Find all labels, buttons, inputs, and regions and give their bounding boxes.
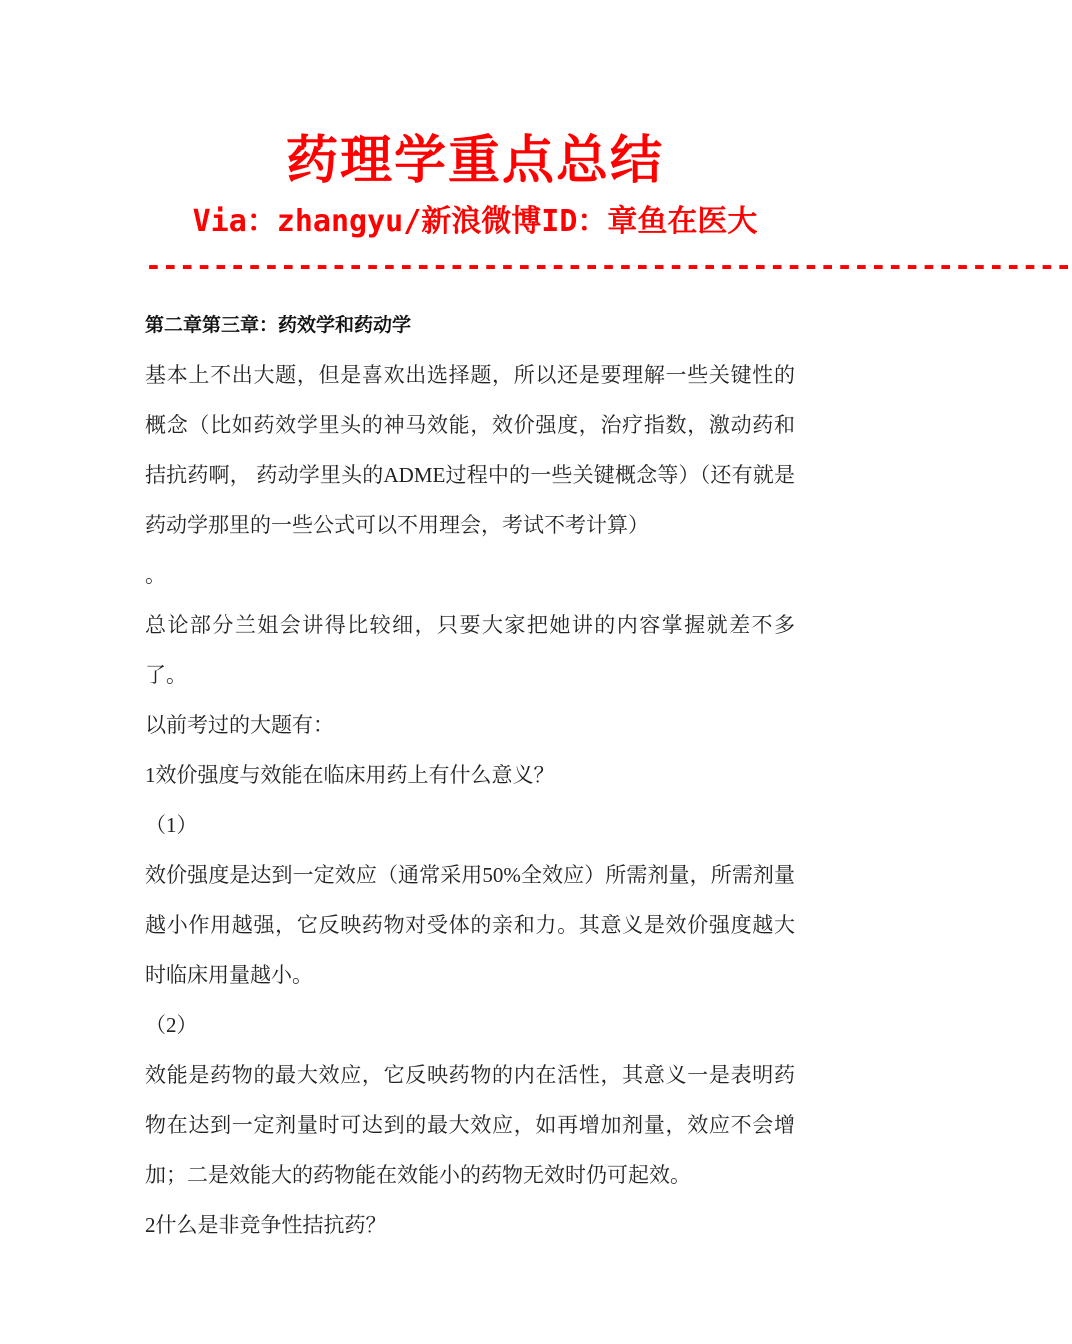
q1-point-2-label: （2） bbox=[145, 1013, 198, 1037]
question-2: 2什么是非竞争性拮抗药？ bbox=[145, 1213, 387, 1237]
question-1: 1效价强度与效能在临床用药上有什么意义？ bbox=[145, 763, 555, 787]
document-subtitle: Via：zhangyu/新浪微博ID：章鱼在医大 bbox=[192, 204, 758, 239]
document-title: 药理学重点总结 bbox=[285, 131, 664, 191]
q1-point-1-text: 效价强度是达到一定效应（通常采用50%全效应）所需剂量，所需剂量越小作用越强，它反映药物对受体的亲和力。其意义是效价强度越大时临床用量越小。 bbox=[145, 863, 795, 987]
overview-paragraph: 总论部分兰姐会讲得比较细，只要大家把她讲的内容掌握就差不多了。 bbox=[145, 613, 795, 687]
past-questions-label: 以前考过的大题有： bbox=[145, 713, 334, 737]
section-heading: 第二章第三章：药效学和药动学 bbox=[145, 314, 412, 336]
intro-period: 。 bbox=[145, 563, 166, 587]
q1-point-2-text: 效能是药物的最大效应，它反映药物的内在活性，其意义一是表明药物在达到一定剂量时可达到的最大效应，如再增加剂量，效应不会增加；二是效能大的药物能在效能小的药物无效时仍可起效。 bbox=[145, 1063, 795, 1187]
document-body bbox=[145, 300, 795, 1250]
dashed-divider: ------------------------------------------------------- bbox=[145, 249, 1072, 282]
q1-point-1-label: （1） bbox=[145, 813, 198, 837]
intro-paragraph: 基本上不出大题，但是喜欢出选择题，所以还是要理解一些关键性的概念（比如药效学里头的神马效能，效价强度，治疗指数，激动药和拮抗药啊， 药动学里头的ADME过程中的一些关键概念等）（还有就是药动学那里的一些公式可以不用理会，考试不考计算） bbox=[145, 363, 795, 537]
